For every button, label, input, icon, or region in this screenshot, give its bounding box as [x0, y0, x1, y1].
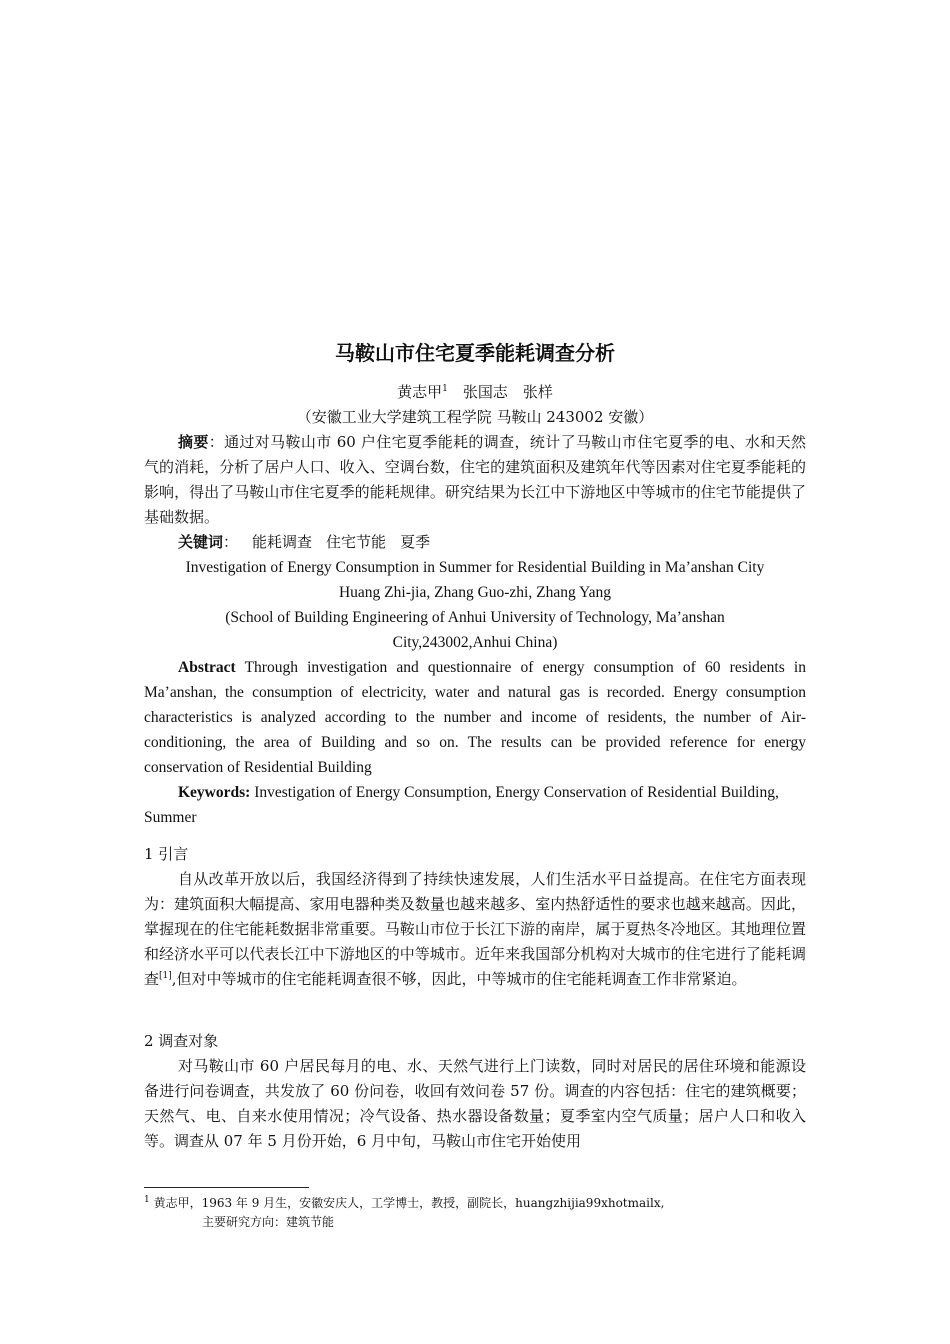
keywords-cn-colon: ： [223, 533, 239, 551]
author-first: 黄志甲 [397, 383, 443, 401]
keywords-cn [144, 530, 806, 555]
section-2-body: 对马鞍山市 60 户居民每月的电、水、天然气进行上门读数，同时对居民的居住环境和能源设备进行问卷调查，共发放了 60 份问卷，收回有效问卷 57 份。调查的内容包括：住宅的建筑概要；天然气、电、自来水使用情况；冷气设备、热水器设备数量；夏季室内空气质量；居户人口和收入等。调查从 07 年 5 月份开始，6 月中旬，马鞍山市住宅开始使用 [144, 1057, 806, 1150]
abstract-cn-label: 摘要 [178, 433, 209, 451]
abstract-en-label: Abstract [178, 659, 236, 676]
affiliation-cn: （安徽工业大学建筑工程学院 马鞍山 243002 安徽） [296, 408, 654, 426]
section-1-text-a: 自从改革开放以后，我国经济得到了持续快速发展，人们生活水平日益提高。在住宅方面表现为：建筑面积大幅提高、家用电器种类及数量也越来越多、室内热舒适性的要求也越来越高。因此，掌握现在的住宅能耗数据非常重要。马鞍山市位于长江下游的南岸，属于夏热冬冷地区。其地理位置和经济水平可以代表长江中下游地区的中等城市。近年来我国部分机构对大城市的住宅进行了能耗调查 [144, 870, 806, 988]
keywords-en [144, 780, 806, 830]
paper-title: 马鞍山市住宅夏季能耗调查分析 [335, 341, 615, 365]
citation-ref: [1] [159, 971, 172, 981]
affiliation-en-line2: City,243002,Anhui China) [392, 634, 558, 651]
authors-cn [144, 380, 806, 405]
section-2-heading: 2 调查对象 [144, 1032, 219, 1050]
keyword-item: 住宅节能 [326, 533, 387, 551]
keywords-en-text: Investigation of Energy Consumption, Energy Conservation of Residential Building, Summer [144, 784, 779, 826]
keyword-item: 夏季 [400, 533, 431, 551]
authors-en: Huang Zhi-jia, Zhang Guo-zhi, Zhang Yang [338, 584, 612, 601]
footnote-line1: 黄志甲，1963 年 9 月生，安徽安庆人，工学博士，教授，副院长，huangzhijia99xhotmailx, [153, 1196, 665, 1210]
author-footnote-mark: 1 [442, 384, 448, 394]
abstract-cn-text: 通过对马鞍山市 60 户住宅夏季能耗的调查，统计了马鞍山市住宅夏季的电、水和天然气的消耗，分析了居户人口、收入、空调台数，住宅的建筑面积及建筑年代等因素对住宅夏季能耗的影响，得出了马鞍山市住宅夏季的能耗规律。研究结果为长江中下游地区中等城市的住宅节能提供了基础数据。 [144, 433, 806, 526]
abstract-en-text: Through investigation and questionnaire of energy consumption of 60 residents in Ma’anshan, the consumption of electricity, water and natural gas is recorded. Energy consumption characteristics is analyzed according to the number and income of residents, the number of Air-conditioning, the area of Building and so on. The results can be provided reference for energy conservation of Residential Building [144, 659, 806, 776]
keywords-cn-label: 关键词 [178, 533, 224, 551]
affiliation-en-line1: (School of Building Engineering of Anhui University of Technology, Ma’anshan [225, 609, 725, 626]
author-others: 张国志 张样 [462, 383, 553, 401]
section-1-heading: 1 引言 [144, 845, 189, 863]
footnote [144, 1194, 806, 1232]
title-en: Investigation of Energy Consumption in Summer for Residential Building in Ma’anshan City [185, 559, 765, 576]
abstract-cn [144, 430, 806, 530]
abstract-en [144, 655, 806, 780]
section-1-body [144, 867, 806, 992]
author-gap [448, 383, 463, 401]
footnote-rule [144, 1187, 309, 1188]
keywords-en-label: Keywords: [178, 784, 251, 801]
section-1-text-b: ,但对中等城市的住宅能耗调查很不够，因此，中等城市的住宅能耗调查工作非常紧迫。 [171, 970, 747, 988]
footnote-line2: 主要研究方向：建筑节能 [202, 1215, 335, 1229]
keyword-item: 能耗调查 [252, 533, 313, 551]
footnote-mark: 1 [144, 1195, 150, 1205]
abstract-cn-colon: ： [208, 433, 225, 451]
